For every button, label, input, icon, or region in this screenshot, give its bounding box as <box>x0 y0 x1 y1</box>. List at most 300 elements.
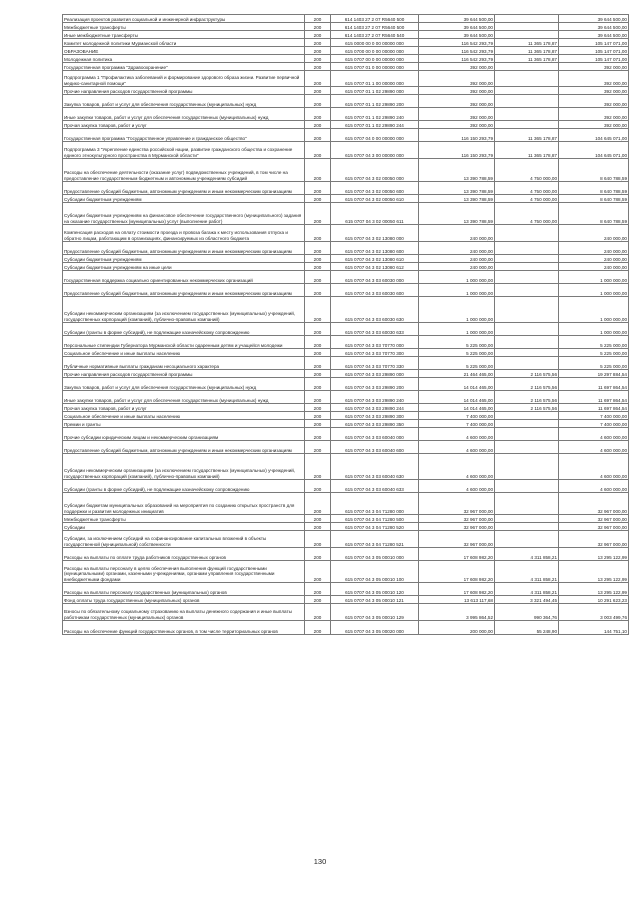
cell-admin-code: 200 <box>305 159 331 182</box>
cell-admin-code: 200 <box>305 561 331 583</box>
cell-amount-total: 392 000,00 <box>559 87 629 95</box>
cell-amount-change <box>495 271 559 284</box>
cell-amount-planned: 5 225 000,00 <box>419 336 495 349</box>
cell-classification-code: 615 0707 04 3 03 60040 630 <box>331 454 419 480</box>
cell-amount-total: 13 295 122,99 <box>559 561 629 583</box>
cell-amount-planned: 39 644 500,00 <box>419 23 495 31</box>
cell-name: Государственная поддержка социально ориентированных некоммерческих организаций <box>63 271 305 284</box>
cell-classification-code: 615 0707 01 1 02 29890 200 <box>331 95 419 108</box>
cell-classification-code: 615 0707 04 3 03 29890 300 <box>331 412 419 420</box>
cell-admin-code: 200 <box>305 284 331 297</box>
cell-classification-code: 615 0707 04 3 03 29890 350 <box>331 420 419 428</box>
cell-amount-change: 990 364,76 <box>495 604 559 621</box>
cell-name: Подпрограмма 1 "Профилактика заболеваний и формирование здорового образа жизни. Развитие первичной медико-санитарной помощи" <box>63 71 305 87</box>
cell-name: Субсидии бюджетным учреждениям <box>63 195 305 203</box>
cell-name: Расходы на выплаты персоналу государственных (муниципальных) органов <box>63 583 305 596</box>
table-row <box>63 404 629 412</box>
cell-amount-planned: 392 000,00 <box>419 71 495 87</box>
cell-amount-planned: 4 600 000,00 <box>419 428 495 441</box>
cell-amount-change <box>495 23 559 31</box>
cell-amount-planned: 392 000,00 <box>419 63 495 71</box>
cell-classification-code: 615 0700 00 0 00 00000 000 <box>331 47 419 55</box>
cell-amount-planned: 392 000,00 <box>419 108 495 121</box>
cell-admin-code: 200 <box>305 323 331 336</box>
cell-amount-total: 104 645 071,00 <box>559 142 629 159</box>
cell-amount-planned: 13 390 788,59 <box>419 159 495 182</box>
cell-amount-change: 11 365 178,87 <box>495 47 559 55</box>
cell-name: Субсидии (гранты в форме субсидий), не подлежащие казначейскому сопровождению <box>63 480 305 493</box>
table-row <box>63 523 629 531</box>
cell-amount-total: 392 000,00 <box>559 108 629 121</box>
table-row <box>63 271 629 284</box>
cell-amount-total: 7 400 000,00 <box>559 412 629 420</box>
cell-amount-planned: 21 464 465,00 <box>419 370 495 378</box>
cell-classification-code: 615 0707 04 3 02 13080 612 <box>331 263 419 271</box>
cell-amount-planned: 14 014 465,00 <box>419 378 495 391</box>
cell-name: Прочая закупка товаров, работ и услуг <box>63 404 305 412</box>
cell-amount-total: 8 640 788,59 <box>559 203 629 225</box>
cell-amount-change <box>495 357 559 370</box>
table-row <box>63 454 629 480</box>
cell-classification-code: 615 0707 04 3 05 00010 000 <box>331 548 419 561</box>
cell-classification-code: 614 1403 27 2 07 R5640 500 <box>331 23 419 31</box>
cell-admin-code: 200 <box>305 195 331 203</box>
cell-amount-change <box>495 255 559 263</box>
table-row <box>63 357 629 370</box>
cell-name: Публичные нормативные выплаты гражданам несоциального характера <box>63 357 305 370</box>
cell-amount-change: 4 311 858,21 <box>495 583 559 596</box>
cell-amount-total: 11 697 864,54 <box>559 378 629 391</box>
cell-name: Расходы на выплаты персоналу в целях обеспечения выполнения функций государственными (муниципальными) органами, казенными учреждениями, органами управления государственными внебюджетными фондами <box>63 561 305 583</box>
budget-table-sheet <box>62 14 628 635</box>
cell-classification-code: 615 0707 01 1 02 29890 000 <box>331 87 419 95</box>
cell-admin-code: 200 <box>305 454 331 480</box>
cell-amount-change: 4 311 858,21 <box>495 561 559 583</box>
cell-amount-planned: 7 400 000,00 <box>419 412 495 420</box>
cell-name: Субсидии некоммерческим организациям (за исключением государственных (муниципальных) учреждений, государственных корпораций (компаний), публично-правовых компаний) <box>63 297 305 323</box>
table-row <box>63 129 629 142</box>
cell-amount-total: 19 297 884,54 <box>559 370 629 378</box>
cell-classification-code: 615 0000 00 0 00 00000 000 <box>331 39 419 47</box>
cell-classification-code: 614 1403 27 2 07 R5640 500 <box>331 15 419 23</box>
cell-amount-total: 7 400 000,00 <box>559 420 629 428</box>
cell-classification-code: 615 0707 04 3 03 70770 300 <box>331 349 419 357</box>
cell-amount-change <box>495 297 559 323</box>
table-row <box>63 242 629 255</box>
table-row <box>63 142 629 159</box>
cell-classification-code: 615 0707 04 3 05 00010 129 <box>331 604 419 621</box>
cell-admin-code: 200 <box>305 391 331 404</box>
cell-classification-code: 615 0707 04 3 03 70770 000 <box>331 336 419 349</box>
cell-classification-code: 615 0707 04 3 04 71280 500 <box>331 515 419 523</box>
table-row <box>63 31 629 39</box>
table-row <box>63 370 629 378</box>
cell-admin-code: 200 <box>305 428 331 441</box>
cell-amount-total: 4 600 000,00 <box>559 441 629 454</box>
cell-amount-total: 4 600 000,00 <box>559 428 629 441</box>
cell-admin-code: 200 <box>305 55 331 63</box>
cell-classification-code: 615 0707 01 1 02 29890 244 <box>331 121 419 129</box>
cell-amount-change: 11 365 178,87 <box>495 55 559 63</box>
cell-amount-change: 3 321 494,45 <box>495 596 559 604</box>
cell-classification-code: 615 0707 01 1 02 29890 240 <box>331 108 419 121</box>
table-row <box>63 39 629 47</box>
cell-admin-code: 200 <box>305 349 331 357</box>
cell-amount-change <box>495 108 559 121</box>
cell-amount-planned: 240 000,00 <box>419 242 495 255</box>
cell-name: Фонд оплаты труда государственных (муниципальных) органов <box>63 596 305 604</box>
cell-amount-change: 55 248,90 <box>495 621 559 635</box>
cell-classification-code: 615 0707 04 3 05 00010 121 <box>331 596 419 604</box>
table-row <box>63 297 629 323</box>
cell-classification-code: 615 0707 04 3 02 13080 000 <box>331 225 419 242</box>
cell-name: Расходы на обеспечение деятельности (оказание услуг) подведомственных учреждений, в том числе на предоставление государственным бюджетным и автономным учреждениям субсидий <box>63 159 305 182</box>
cell-classification-code: 615 0707 04 3 04 71280 521 <box>331 531 419 548</box>
cell-admin-code: 200 <box>305 255 331 263</box>
cell-amount-total: 1 000 000,00 <box>559 284 629 297</box>
cell-amount-change <box>495 323 559 336</box>
table-row <box>63 323 629 336</box>
cell-name: Социальное обеспечение и иные выплаты населению <box>63 349 305 357</box>
cell-name: Государственная программа "Здравоохранение" <box>63 63 305 71</box>
cell-admin-code: 200 <box>305 604 331 621</box>
cell-classification-code: 615 0707 04 0 00 00000 000 <box>331 129 419 142</box>
cell-amount-change <box>495 349 559 357</box>
cell-amount-total: 105 147 071,00 <box>559 39 629 47</box>
cell-amount-change <box>495 454 559 480</box>
cell-admin-code: 200 <box>305 203 331 225</box>
cell-amount-change <box>495 493 559 515</box>
cell-amount-planned: 39 644 500,00 <box>419 31 495 39</box>
cell-admin-code: 200 <box>305 297 331 323</box>
cell-name: Субсидии бюджетным учреждениям на финансовое обеспечение государственного (муниципального) задания на оказание государственных (муниципальных) услуг (выполнение работ) <box>63 203 305 225</box>
table-row <box>63 263 629 271</box>
table-row <box>63 349 629 357</box>
cell-amount-total: 32 967 000,00 <box>559 531 629 548</box>
cell-name: Подпрограмма 3 "Укрепление единства российской нации, развитие гражданского общества и сохранение единого этнокультурного пространства в Мурманской области" <box>63 142 305 159</box>
cell-admin-code: 200 <box>305 531 331 548</box>
cell-amount-planned: 4 600 000,00 <box>419 441 495 454</box>
cell-admin-code: 200 <box>305 441 331 454</box>
cell-amount-total: 1 000 000,00 <box>559 323 629 336</box>
cell-classification-code: 615 0707 04 3 05 00010 120 <box>331 583 419 596</box>
cell-classification-code: 615 0707 04 3 02 00050 610 <box>331 195 419 203</box>
cell-amount-planned: 116 542 293,79 <box>419 47 495 55</box>
cell-amount-planned: 3 995 864,52 <box>419 604 495 621</box>
cell-amount-total: 11 697 864,54 <box>559 404 629 412</box>
cell-classification-code: 615 0707 04 3 03 29890 240 <box>331 391 419 404</box>
cell-amount-planned: 240 000,00 <box>419 225 495 242</box>
cell-name: ОБРАЗОВАНИЕ <box>63 47 305 55</box>
table-row <box>63 441 629 454</box>
cell-amount-change <box>495 15 559 23</box>
cell-amount-change <box>495 428 559 441</box>
cell-amount-change <box>495 242 559 255</box>
cell-amount-total: 5 225 000,00 <box>559 349 629 357</box>
cell-classification-code: 615 0707 04 3 03 29890 000 <box>331 370 419 378</box>
cell-amount-total: 4 600 000,00 <box>559 480 629 493</box>
cell-name: Взносы по обязательному социальному страхованию на выплаты денежного содержания и иные выплаты работникам государственных (муниципальных) органов <box>63 604 305 621</box>
cell-amount-planned: 13 390 788,59 <box>419 195 495 203</box>
cell-amount-total: 1 000 000,00 <box>559 297 629 323</box>
cell-amount-planned: 116 542 293,79 <box>419 55 495 63</box>
cell-name: Прочие субсидии юридическим лицам и некоммерческим организациям <box>63 428 305 441</box>
cell-admin-code: 200 <box>305 129 331 142</box>
table-row <box>63 121 629 129</box>
cell-name: Молодежная политика <box>63 55 305 63</box>
cell-admin-code: 200 <box>305 31 331 39</box>
cell-name: Закупка товаров, работ и услуг для обеспечения государственных (муниципальных) нужд <box>63 378 305 391</box>
table-row <box>63 23 629 31</box>
cell-amount-planned: 5 225 000,00 <box>419 349 495 357</box>
cell-classification-code: 615 0707 04 3 03 60030 000 <box>331 271 419 284</box>
cell-amount-change: 4 750 000,00 <box>495 195 559 203</box>
cell-amount-total: 240 000,00 <box>559 263 629 271</box>
cell-amount-planned: 17 608 982,20 <box>419 561 495 583</box>
cell-amount-change <box>495 480 559 493</box>
cell-amount-total: 8 640 788,59 <box>559 159 629 182</box>
table-row <box>63 182 629 195</box>
cell-admin-code: 200 <box>305 47 331 55</box>
cell-name: Расходы на обеспечение функций государственных органов, в том числе территориальных органов <box>63 621 305 635</box>
cell-amount-total: 144 751,10 <box>559 621 629 635</box>
cell-admin-code: 200 <box>305 357 331 370</box>
table-row <box>63 480 629 493</box>
table-row <box>63 255 629 263</box>
cell-amount-total: 105 147 071,00 <box>559 47 629 55</box>
cell-amount-change <box>495 225 559 242</box>
cell-amount-planned: 116 150 293,79 <box>419 129 495 142</box>
cell-admin-code: 200 <box>305 87 331 95</box>
cell-admin-code: 200 <box>305 412 331 420</box>
cell-classification-code: 615 0707 00 0 00 00000 000 <box>331 55 419 63</box>
table-row <box>63 378 629 391</box>
cell-amount-total: 104 645 071,00 <box>559 129 629 142</box>
cell-amount-total: 5 225 000,00 <box>559 357 629 370</box>
cell-admin-code: 200 <box>305 142 331 159</box>
cell-admin-code: 200 <box>305 121 331 129</box>
cell-classification-code: 615 0707 04 3 03 29890 244 <box>331 404 419 412</box>
cell-admin-code: 200 <box>305 404 331 412</box>
cell-amount-planned: 4 600 000,00 <box>419 480 495 493</box>
cell-amount-total: 105 147 071,00 <box>559 55 629 63</box>
budget-table-body <box>63 15 629 635</box>
cell-classification-code: 615 0707 04 3 04 71280 520 <box>331 523 419 531</box>
cell-amount-planned: 1 000 000,00 <box>419 284 495 297</box>
cell-classification-code: 615 0707 04 3 03 60030 600 <box>331 284 419 297</box>
cell-amount-planned: 4 600 000,00 <box>419 454 495 480</box>
cell-admin-code: 200 <box>305 108 331 121</box>
cell-classification-code: 615 0707 04 3 03 60030 633 <box>331 323 419 336</box>
cell-amount-total: 11 697 864,54 <box>559 391 629 404</box>
table-row <box>63 391 629 404</box>
cell-amount-total: 13 295 122,99 <box>559 583 629 596</box>
cell-name: Субсидии бюджетам муниципальных образований на мероприятия по созданию открытых пространств для поддержки и развития молодежных инициатив <box>63 493 305 515</box>
cell-admin-code: 200 <box>305 420 331 428</box>
cell-admin-code: 200 <box>305 263 331 271</box>
cell-amount-planned: 14 014 465,00 <box>419 391 495 404</box>
cell-name: Премии и гранты <box>63 420 305 428</box>
cell-amount-change: 11 365 178,87 <box>495 142 559 159</box>
cell-admin-code: 200 <box>305 15 331 23</box>
cell-classification-code: 615 0707 04 3 05 00020 000 <box>331 621 419 635</box>
cell-name: Реализация проектов развития социальной и инженерной инфраструктуры <box>63 15 305 23</box>
table-row <box>63 71 629 87</box>
cell-amount-total: 392 000,00 <box>559 95 629 108</box>
table-row <box>63 604 629 621</box>
cell-amount-planned: 200 000,00 <box>419 621 495 635</box>
table-row <box>63 531 629 548</box>
cell-amount-planned: 240 000,00 <box>419 255 495 263</box>
table-row <box>63 561 629 583</box>
cell-admin-code: 200 <box>305 548 331 561</box>
table-row <box>63 284 629 297</box>
table-row <box>63 195 629 203</box>
cell-name: Прочая закупка товаров, работ и услуг <box>63 121 305 129</box>
cell-amount-planned: 17 608 982,20 <box>419 583 495 596</box>
cell-amount-change <box>495 71 559 87</box>
cell-admin-code: 200 <box>305 596 331 604</box>
cell-amount-planned: 14 014 465,00 <box>419 404 495 412</box>
cell-amount-change <box>495 412 559 420</box>
table-row <box>63 621 629 635</box>
cell-name: Иные закупки товаров, работ и услуг для обеспечения государственных (муниципальных) нужд <box>63 391 305 404</box>
table-row <box>63 203 629 225</box>
cell-amount-change: 4 311 858,21 <box>495 548 559 561</box>
cell-classification-code: 615 0707 04 3 02 00050 600 <box>331 182 419 195</box>
cell-name: Компенсация расходов на оплату стоимости проезда и провоза багажа к месту использования отпуска и обратно лицам, работающим в организациях, финансируемых из областного бюджета <box>63 225 305 242</box>
cell-name: Иные закупки товаров, работ и услуг для обеспечения государственных (муниципальных) нужд <box>63 108 305 121</box>
cell-amount-planned: 392 000,00 <box>419 95 495 108</box>
cell-name: Субсидии бюджетным учреждениям <box>63 255 305 263</box>
cell-name: Государственная программа "Государственное управление и гражданское общество" <box>63 129 305 142</box>
cell-classification-code: 615 0707 04 3 03 70770 330 <box>331 357 419 370</box>
cell-admin-code: 200 <box>305 515 331 523</box>
cell-amount-total: 5 225 000,00 <box>559 336 629 349</box>
cell-amount-change <box>495 284 559 297</box>
cell-amount-change: 4 750 000,00 <box>495 182 559 195</box>
cell-amount-total: 32 967 000,00 <box>559 493 629 515</box>
cell-amount-change: 2 116 575,56 <box>495 404 559 412</box>
cell-amount-change: 2 116 575,56 <box>495 378 559 391</box>
cell-name: Субсидии <box>63 523 305 531</box>
cell-classification-code: 615 0707 04 3 02 00050 611 <box>331 203 419 225</box>
table-row <box>63 412 629 420</box>
cell-amount-planned: 13 390 788,59 <box>419 203 495 225</box>
cell-admin-code: 200 <box>305 23 331 31</box>
cell-amount-change <box>495 515 559 523</box>
cell-amount-planned: 32 967 000,00 <box>419 523 495 531</box>
cell-amount-planned: 32 967 000,00 <box>419 515 495 523</box>
cell-classification-code: 615 0707 04 3 03 60040 000 <box>331 428 419 441</box>
page-number: 130 <box>313 857 327 866</box>
budget-table <box>62 14 629 635</box>
cell-amount-change <box>495 31 559 39</box>
cell-amount-planned: 32 967 000,00 <box>419 531 495 548</box>
cell-classification-code: 615 0707 04 3 03 60040 633 <box>331 480 419 493</box>
cell-classification-code: 615 0707 04 3 02 00050 000 <box>331 159 419 182</box>
cell-classification-code: 614 1403 27 2 07 R5640 540 <box>331 31 419 39</box>
cell-name: Прочие направления расходов государственной программы <box>63 370 305 378</box>
cell-amount-planned: 240 000,00 <box>419 263 495 271</box>
cell-amount-total: 8 640 788,59 <box>559 182 629 195</box>
cell-amount-change: 4 750 000,00 <box>495 159 559 182</box>
cell-admin-code: 200 <box>305 378 331 391</box>
cell-name: Социальное обеспечение и иные выплаты населению <box>63 412 305 420</box>
cell-amount-planned: 116 150 293,79 <box>419 142 495 159</box>
cell-name: Субсидии, за исключением субсидий на софинансирование капитальных вложений в объекты государственной (муниципальной) собственности <box>63 531 305 548</box>
cell-amount-total: 39 644 500,00 <box>559 31 629 39</box>
cell-admin-code: 200 <box>305 336 331 349</box>
cell-name: Прочие направления расходов государственной программы <box>63 87 305 95</box>
cell-amount-total: 3 003 499,76 <box>559 604 629 621</box>
cell-admin-code: 200 <box>305 95 331 108</box>
cell-name: Закупка товаров, работ и услуг для обеспечения государственных (муниципальных) нужд <box>63 95 305 108</box>
cell-name: Предоставление субсидий бюджетным, автономным учреждениям и иным некоммерческим организациям <box>63 441 305 454</box>
cell-name: Межбюджетные трансферты <box>63 515 305 523</box>
cell-amount-total: 39 644 500,00 <box>559 23 629 31</box>
cell-amount-change <box>495 63 559 71</box>
table-row <box>63 515 629 523</box>
cell-name: Межбюджетные трансферты <box>63 23 305 31</box>
cell-amount-change: 2 116 575,56 <box>495 391 559 404</box>
table-row <box>63 87 629 95</box>
cell-amount-planned: 1 000 000,00 <box>419 323 495 336</box>
cell-name: Комитет молодежной политики Мурманской области <box>63 39 305 47</box>
table-row <box>63 493 629 515</box>
cell-amount-change <box>495 420 559 428</box>
cell-classification-code: 615 0707 04 3 03 60040 600 <box>331 441 419 454</box>
cell-amount-change <box>495 441 559 454</box>
cell-name: Предоставление субсидий бюджетным, автономным учреждениям и иным некоммерческим организациям <box>63 242 305 255</box>
cell-amount-total: 13 295 122,99 <box>559 548 629 561</box>
cell-classification-code: 615 0707 04 3 03 60030 630 <box>331 297 419 323</box>
cell-classification-code: 615 0707 04 3 00 00000 000 <box>331 142 419 159</box>
cell-amount-total: 240 000,00 <box>559 242 629 255</box>
cell-amount-change <box>495 95 559 108</box>
cell-amount-planned: 1 000 000,00 <box>419 271 495 284</box>
cell-amount-planned: 39 644 500,00 <box>419 15 495 23</box>
cell-admin-code: 200 <box>305 182 331 195</box>
cell-amount-planned: 32 967 000,00 <box>419 493 495 515</box>
table-row <box>63 55 629 63</box>
cell-amount-total: 392 000,00 <box>559 121 629 129</box>
table-row <box>63 548 629 561</box>
cell-amount-change <box>495 87 559 95</box>
cell-amount-change <box>495 121 559 129</box>
cell-name: Субсидии (гранты в форме субсидий), не подлежащие казначейскому сопровождению <box>63 323 305 336</box>
cell-amount-change <box>495 531 559 548</box>
cell-name: Предоставление субсидий бюджетным, автономным учреждениям и иным некоммерческим организациям <box>63 284 305 297</box>
table-row <box>63 583 629 596</box>
cell-admin-code: 200 <box>305 370 331 378</box>
cell-name: Персональные стипендии Губернатора Мурманской области одаренным детям и учащейся молодежи <box>63 336 305 349</box>
cell-amount-change: 2 116 575,56 <box>495 370 559 378</box>
cell-amount-total: 1 000 000,00 <box>559 271 629 284</box>
cell-admin-code: 200 <box>305 242 331 255</box>
cell-amount-total: 8 640 788,59 <box>559 195 629 203</box>
cell-name: Иные межбюджетные трансферты <box>63 31 305 39</box>
table-row <box>63 428 629 441</box>
cell-amount-planned: 7 400 000,00 <box>419 420 495 428</box>
cell-amount-planned: 17 608 982,20 <box>419 548 495 561</box>
cell-admin-code: 200 <box>305 480 331 493</box>
table-row <box>63 108 629 121</box>
cell-amount-total: 392 000,00 <box>559 71 629 87</box>
cell-amount-planned: 5 225 000,00 <box>419 357 495 370</box>
cell-admin-code: 200 <box>305 523 331 531</box>
cell-classification-code: 615 0707 01 1 00 00000 000 <box>331 71 419 87</box>
